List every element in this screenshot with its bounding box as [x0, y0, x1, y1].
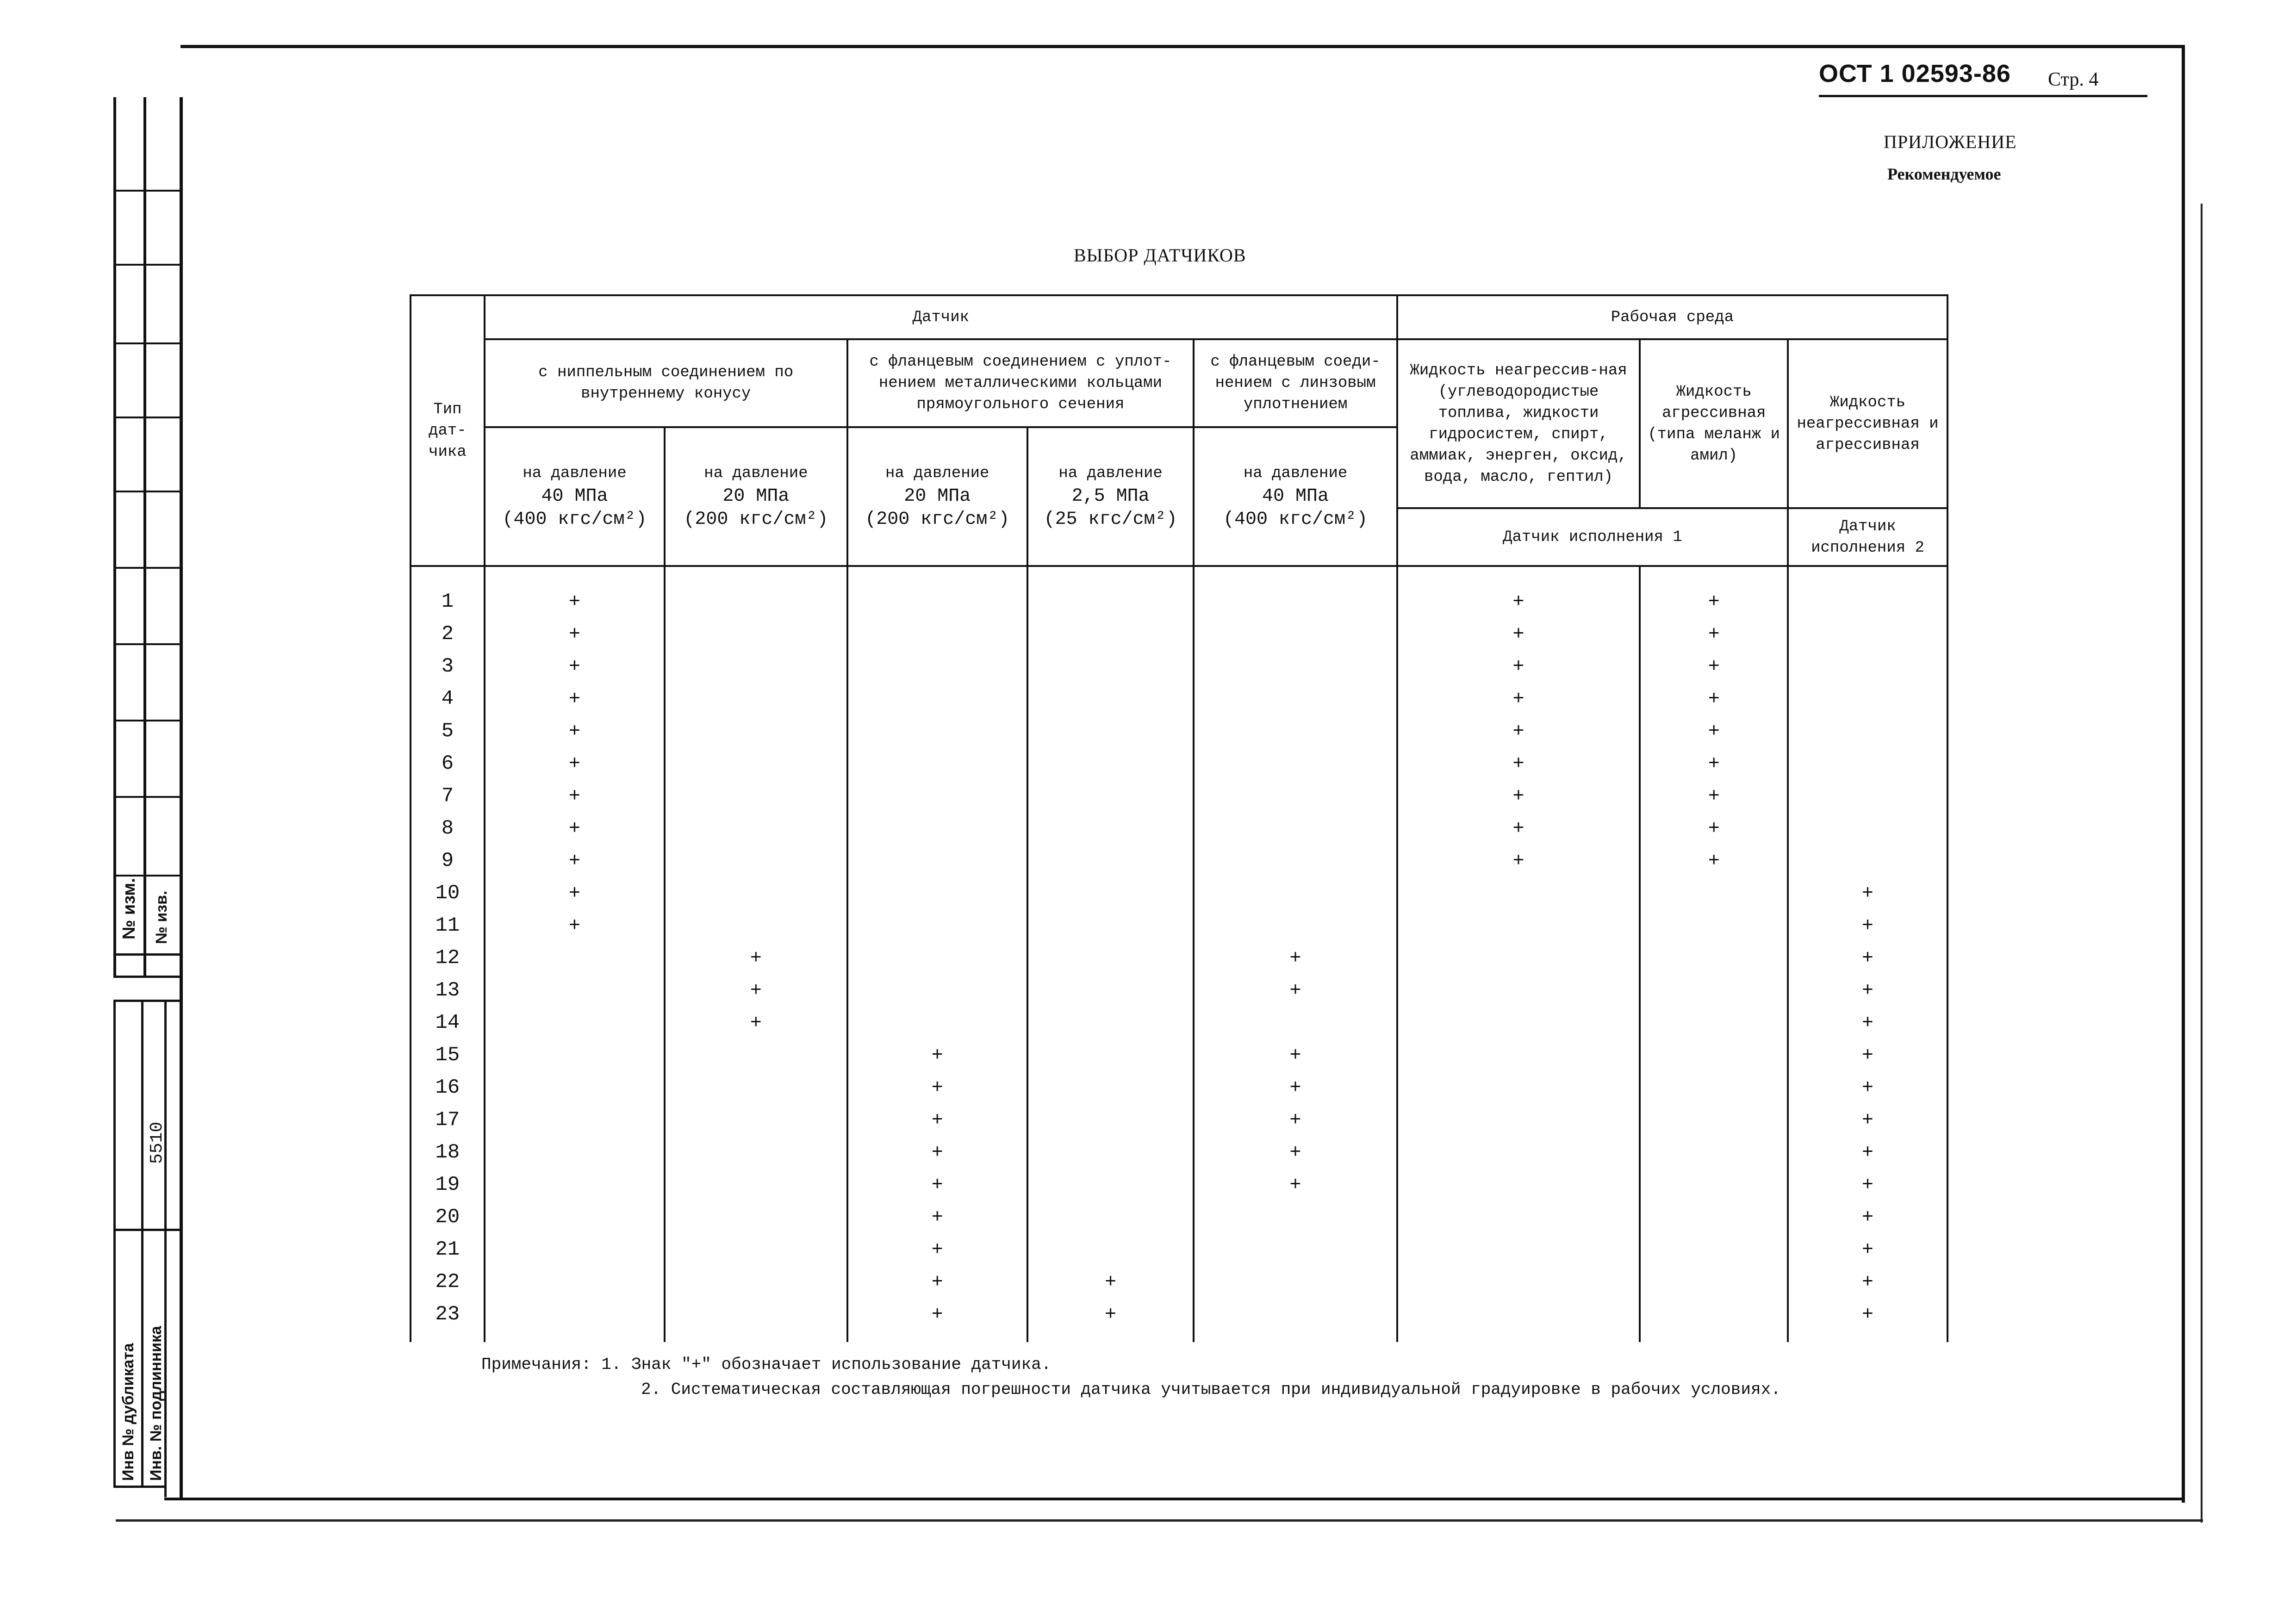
column-medium-non-aggressive	[1397, 566, 1640, 1342]
strip-line	[113, 953, 180, 956]
usage-mark	[1398, 1104, 1639, 1136]
usage-mark	[485, 1039, 664, 1071]
strip-line	[113, 1229, 180, 1231]
pressure-mpa: 40 МПа	[541, 486, 608, 507]
usage-mark	[848, 780, 1027, 812]
header-pressure-40-lens	[1194, 427, 1397, 566]
usage-mark: +	[1861, 979, 1874, 1001]
usage-mark: +	[931, 1174, 943, 1196]
usage-mark	[1028, 1071, 1193, 1104]
usage-mark: +	[931, 1044, 943, 1066]
usage-mark: +	[1512, 623, 1524, 645]
usage-mark: +	[1105, 1303, 1117, 1325]
sensor-number: 10	[435, 882, 460, 905]
usage-mark	[485, 1071, 664, 1104]
usage-mark	[1398, 1007, 1639, 1039]
usage-mark: +	[568, 623, 581, 645]
usage-mark: +	[1708, 591, 1720, 613]
usage-mark: +	[1861, 882, 1874, 904]
usage-mark	[1195, 618, 1396, 650]
pressure-kgf: (25 кгс/см²)	[1044, 509, 1177, 530]
sensor-number: 1	[441, 590, 454, 613]
header-version-2	[1788, 508, 1948, 566]
usage-mark	[848, 942, 1027, 974]
usage-mark: +	[1861, 1109, 1874, 1131]
usage-mark	[1398, 877, 1639, 909]
sensor-number: 14	[435, 1011, 460, 1034]
usage-mark	[1641, 1007, 1787, 1039]
sensor-number: 20	[435, 1206, 460, 1229]
usage-mark: +	[1861, 1141, 1874, 1163]
usage-mark	[1789, 585, 1947, 618]
usage-mark	[666, 618, 846, 650]
usage-mark	[848, 909, 1027, 942]
usage-mark	[666, 812, 846, 845]
usage-mark: +	[1708, 850, 1720, 872]
pressure-kgf: (200 кгс/см²)	[684, 509, 828, 530]
header-version-1: Датчик исполнения 1	[1397, 508, 1788, 566]
usage-mark: +	[931, 1141, 943, 1163]
strip-inv-duplicate: Инв № дубликата	[119, 1343, 137, 1481]
usage-mark	[666, 715, 846, 747]
usage-mark: +	[1861, 1174, 1874, 1196]
usage-mark: +	[1861, 1271, 1874, 1293]
column-medium-aggressive	[1640, 566, 1788, 1342]
usage-mark	[485, 1266, 664, 1298]
strip-inv-number: 5510	[147, 1121, 167, 1164]
document-code: ОСТ 1 02593-86	[1819, 60, 2011, 87]
pressure-prefix: на давление	[1243, 465, 1348, 482]
usage-mark	[1398, 1169, 1639, 1201]
usage-mark	[1789, 618, 1947, 650]
usage-mark: +	[1512, 591, 1524, 613]
strip-line	[113, 97, 116, 976]
usage-mark	[1789, 650, 1947, 683]
strip-line	[116, 567, 180, 569]
usage-mark	[848, 683, 1027, 715]
strip-line	[116, 491, 180, 492]
page-frame-bottom	[164, 1498, 2184, 1500]
usage-mark	[848, 845, 1027, 877]
header-pressure-20-flange	[847, 427, 1027, 566]
pressure-prefix: на давление	[523, 465, 627, 482]
strip-change-no-2: № изв.	[153, 890, 170, 944]
usage-mark	[485, 1201, 664, 1233]
strip-line	[116, 264, 180, 266]
pressure-prefix: на давление	[704, 465, 808, 482]
usage-mark	[1028, 845, 1193, 877]
usage-mark	[1641, 1201, 1787, 1233]
usage-mark	[1195, 812, 1396, 845]
pressure-kgf: (400 кгс/см²)	[1223, 509, 1368, 530]
usage-mark	[1641, 877, 1787, 909]
usage-mark	[1195, 780, 1396, 812]
sensor-number: 2	[441, 622, 454, 646]
usage-mark	[848, 812, 1027, 845]
usage-mark	[1398, 942, 1639, 974]
usage-mark: +	[1289, 1174, 1301, 1196]
usage-mark	[485, 1169, 664, 1201]
pressure-kgf: (400 кгс/см²)	[502, 509, 647, 530]
usage-mark	[666, 1039, 846, 1071]
column-nipple-40	[485, 566, 665, 1342]
sensor-number: 11	[435, 914, 460, 937]
usage-mark: +	[568, 785, 581, 807]
strip-change-no: № изм.	[119, 878, 139, 939]
usage-mark	[1028, 1201, 1193, 1233]
strip-line	[113, 1000, 180, 1002]
usage-mark	[1789, 780, 1947, 812]
usage-mark: +	[750, 1012, 762, 1034]
header-pressure-40-nipple	[485, 427, 665, 566]
note-1: Примечания: 1. Знак "+" обозначает использование датчика.	[481, 1355, 1052, 1374]
usage-mark	[1789, 845, 1947, 877]
usage-mark	[485, 974, 664, 1007]
usage-mark: +	[1512, 688, 1524, 710]
usage-mark	[1028, 1039, 1193, 1071]
strip-line	[113, 1000, 116, 1486]
usage-mark	[848, 650, 1027, 683]
usage-mark: +	[1861, 1044, 1874, 1066]
usage-mark	[666, 845, 846, 877]
pressure-kgf: (200 кгс/см²)	[865, 509, 1010, 530]
usage-mark	[1641, 1266, 1787, 1298]
sensor-number: 23	[435, 1303, 460, 1326]
pressure-mpa: 40 МПа	[1262, 486, 1329, 507]
usage-mark	[848, 585, 1027, 618]
usage-mark: +	[1708, 752, 1720, 775]
sensor-number: 12	[435, 946, 460, 970]
usage-mark: +	[931, 1238, 943, 1261]
usage-mark: +	[1708, 623, 1720, 645]
usage-mark	[1028, 585, 1193, 618]
header-sensor-type	[411, 295, 485, 566]
usage-mark	[1641, 1104, 1787, 1136]
usage-mark	[1398, 1039, 1639, 1071]
header-medium-both-text: Жидкость неагрессивная и агрессивная	[1797, 393, 1939, 454]
usage-mark	[1641, 1298, 1787, 1331]
usage-mark	[1641, 1136, 1787, 1169]
usage-mark	[485, 1233, 664, 1266]
sensor-number: 16	[435, 1076, 460, 1099]
usage-mark	[666, 585, 846, 618]
usage-mark: +	[1512, 752, 1524, 775]
usage-mark: +	[1289, 1044, 1301, 1066]
usage-mark	[1641, 1071, 1787, 1104]
usage-mark: +	[1289, 1076, 1301, 1099]
usage-mark: +	[1708, 688, 1720, 710]
usage-mark: +	[1708, 720, 1720, 742]
usage-mark: +	[568, 688, 581, 710]
usage-mark	[1398, 909, 1639, 942]
usage-mark: +	[750, 947, 762, 969]
strip-inv-original: Инв. № подлинника	[147, 1326, 165, 1481]
usage-mark	[1195, 1266, 1396, 1298]
strip-line	[116, 643, 180, 645]
usage-mark: +	[1861, 1238, 1874, 1261]
header-flange-lens	[1194, 339, 1397, 427]
usage-mark	[485, 1104, 664, 1136]
header-group-sensor: Датчик	[485, 295, 1397, 339]
usage-mark	[848, 747, 1027, 780]
usage-mark	[666, 1201, 846, 1233]
usage-mark: +	[1289, 979, 1301, 1001]
header-medium-non-aggressive-text: Жидкость неагрессив-ная (углеводородистые топлива, жидкости гидросистем, спирт, аммиак, энерген, оксид, вода, масло, гептил)	[1410, 361, 1627, 486]
usage-mark	[666, 909, 846, 942]
strip-line	[116, 875, 180, 877]
strip-line	[116, 342, 180, 344]
usage-mark	[1028, 974, 1193, 1007]
usage-mark	[848, 618, 1027, 650]
usage-mark	[666, 780, 846, 812]
usage-mark	[1195, 1201, 1396, 1233]
strip-line	[180, 97, 183, 1499]
usage-mark	[666, 877, 846, 909]
usage-mark: +	[1708, 655, 1720, 678]
usage-mark: +	[931, 1076, 943, 1099]
usage-mark: +	[568, 720, 581, 742]
header-medium-aggressive	[1640, 339, 1788, 508]
usage-mark: +	[1512, 655, 1524, 678]
column-nipple-20	[665, 566, 847, 1342]
usage-mark: +	[568, 882, 581, 904]
pressure-mpa: 20 МПа	[904, 486, 971, 507]
sensor-number: 22	[435, 1270, 460, 1293]
usage-mark: +	[931, 1271, 943, 1293]
sensor-number: 4	[441, 687, 454, 710]
usage-mark	[1195, 747, 1396, 780]
sensor-number: 13	[435, 979, 460, 1002]
usage-mark	[1028, 683, 1193, 715]
usage-mark	[1641, 909, 1787, 942]
usage-mark	[1398, 1136, 1639, 1169]
usage-mark: +	[931, 1109, 943, 1131]
header-flange-rings-text: с фланцевым соединением с уплот-нением металлическими кольцами прямоугольного сечения	[869, 353, 1172, 413]
usage-mark: +	[931, 1206, 943, 1228]
sensor-number: 3	[441, 655, 454, 678]
usage-mark	[1195, 1007, 1396, 1039]
usage-mark	[666, 1136, 846, 1169]
usage-mark	[1028, 747, 1193, 780]
usage-mark: +	[1512, 785, 1524, 807]
appendix-label: ПРИЛОЖЕНИЕ	[1884, 131, 2017, 152]
usage-mark	[666, 650, 846, 683]
usage-mark	[666, 1266, 846, 1298]
sensor-number: 8	[441, 817, 454, 840]
page-frame-right-outer	[2201, 204, 2203, 1523]
usage-mark	[1028, 877, 1193, 909]
page-frame-bottom-outer	[116, 1519, 2203, 1522]
usage-mark	[1028, 780, 1193, 812]
sensor-number: 18	[435, 1141, 460, 1164]
usage-mark	[1789, 715, 1947, 747]
usage-mark: +	[1861, 947, 1874, 969]
usage-mark: +	[1289, 1109, 1301, 1131]
usage-mark	[485, 1136, 664, 1169]
pressure-prefix: на давление	[885, 465, 989, 482]
usage-mark	[1028, 942, 1193, 974]
column-flange-20	[847, 566, 1027, 1342]
usage-mark	[1398, 1298, 1639, 1331]
header-sensor-type-text: Тип дат-чика	[429, 400, 467, 461]
usage-mark	[1641, 974, 1787, 1007]
column-sensor-number	[411, 566, 485, 1342]
note-2: 2. Систематическая составляющая погрешности датчика учитывается при индивидуальной градуировке в рабочих условиях.	[641, 1380, 1781, 1399]
usage-mark: +	[1708, 817, 1720, 839]
appendix-status: Рекомендуемое	[1887, 165, 2001, 183]
table-title: ВЫБОР ДАТЧИКОВ	[1074, 245, 1246, 266]
sensor-number: 15	[435, 1044, 460, 1067]
usage-mark: +	[568, 591, 581, 613]
usage-mark	[1028, 650, 1193, 683]
sensor-number: 7	[441, 784, 454, 808]
page-frame-right	[2182, 45, 2185, 1503]
usage-mark	[666, 1298, 846, 1331]
usage-mark	[666, 1071, 846, 1104]
usage-mark	[1789, 812, 1947, 845]
strip-line	[116, 417, 180, 418]
page-frame-top	[180, 45, 2184, 48]
usage-mark	[1195, 1298, 1396, 1331]
strip-line	[143, 97, 146, 976]
usage-mark: +	[1512, 850, 1524, 872]
pressure-mpa: 2,5 МПа	[1071, 486, 1150, 507]
column-lens-40	[1194, 566, 1397, 1342]
usage-mark: +	[568, 850, 581, 872]
usage-mark: +	[1861, 914, 1874, 937]
usage-mark	[1789, 747, 1947, 780]
sensor-number: 21	[435, 1238, 460, 1261]
usage-mark: +	[568, 817, 581, 839]
usage-mark: +	[750, 979, 762, 1001]
usage-mark	[1028, 1233, 1193, 1266]
usage-mark	[1641, 1233, 1787, 1266]
sensor-number: 19	[435, 1173, 460, 1196]
usage-mark	[1028, 715, 1193, 747]
column-medium-both	[1788, 566, 1948, 1342]
usage-mark	[1028, 618, 1193, 650]
usage-mark: +	[1861, 1012, 1874, 1034]
usage-mark: +	[568, 914, 581, 937]
header-flange-lens-text: с фланцевым соеди-нением с линзовым уплотнением	[1210, 353, 1381, 413]
usage-mark: +	[1708, 785, 1720, 807]
pressure-prefix: на давление	[1058, 465, 1163, 482]
usage-mark	[666, 1104, 846, 1136]
usage-mark	[666, 1169, 846, 1201]
usage-mark: +	[1861, 1206, 1874, 1228]
strip-line	[116, 796, 180, 798]
strip-line	[116, 190, 180, 192]
header-flange-rings	[847, 339, 1194, 427]
usage-mark	[848, 877, 1027, 909]
usage-mark	[1195, 650, 1396, 683]
usage-mark: +	[1861, 1076, 1874, 1099]
usage-mark	[1028, 812, 1193, 845]
usage-mark	[848, 974, 1027, 1007]
usage-mark	[848, 715, 1027, 747]
usage-mark: +	[1512, 720, 1524, 742]
usage-mark	[666, 1233, 846, 1266]
usage-mark	[485, 942, 664, 974]
strip-line	[113, 1486, 167, 1488]
usage-mark	[1195, 1233, 1396, 1266]
usage-mark	[666, 683, 846, 715]
usage-mark	[1195, 683, 1396, 715]
usage-mark	[1641, 1039, 1787, 1071]
usage-mark	[1195, 877, 1396, 909]
usage-mark	[1028, 909, 1193, 942]
usage-mark	[1398, 1201, 1639, 1233]
usage-mark	[1398, 1266, 1639, 1298]
usage-mark	[1195, 909, 1396, 942]
strip-line	[141, 1000, 143, 1486]
header-version-2-text: Датчик исполнения 2	[1811, 517, 1924, 557]
header-group-medium: Рабочая среда	[1397, 295, 1948, 339]
usage-mark: +	[568, 655, 581, 678]
usage-mark	[1789, 683, 1947, 715]
usage-mark	[1398, 974, 1639, 1007]
usage-mark: +	[568, 752, 581, 775]
sensor-number: 17	[435, 1108, 460, 1132]
usage-mark	[1028, 1104, 1193, 1136]
usage-mark: +	[1512, 817, 1524, 839]
usage-mark: +	[1861, 1303, 1874, 1325]
header-medium-both	[1788, 339, 1948, 508]
code-underline	[1819, 95, 2147, 97]
usage-mark: +	[1289, 947, 1301, 969]
header-nipple-connection	[485, 339, 847, 427]
usage-mark	[1028, 1169, 1193, 1201]
usage-mark	[485, 1007, 664, 1039]
usage-mark	[1028, 1007, 1193, 1039]
usage-mark	[1641, 1169, 1787, 1201]
header-medium-aggressive-text: Жидкость агрессивная (типа меланж и амил)	[1648, 383, 1780, 465]
usage-mark	[1195, 715, 1396, 747]
header-medium-non-aggressive	[1397, 339, 1640, 508]
header-nipple-text: с ниппельным соединением по внутреннему конусу	[538, 364, 794, 403]
strip-line	[116, 720, 180, 721]
usage-mark: +	[1105, 1271, 1117, 1293]
usage-mark	[485, 1298, 664, 1331]
usage-mark	[1195, 585, 1396, 618]
usage-mark	[1195, 845, 1396, 877]
sensor-number: 5	[441, 720, 454, 743]
page-number: Стр. 4	[2048, 69, 2099, 90]
usage-mark	[1028, 1136, 1193, 1169]
sensor-selection-table	[410, 294, 1948, 1342]
sensor-number: 6	[441, 752, 454, 775]
usage-mark	[848, 1007, 1027, 1039]
pressure-mpa: 20 МПа	[722, 486, 790, 507]
header-pressure-20-nipple	[665, 427, 847, 566]
column-flange-2-5	[1027, 566, 1194, 1342]
usage-mark: +	[1289, 1141, 1301, 1163]
usage-mark	[1398, 1233, 1639, 1266]
header-pressure-2-5-flange	[1027, 427, 1194, 566]
usage-mark: +	[931, 1303, 943, 1325]
usage-mark	[666, 747, 846, 780]
table-notes	[481, 1352, 1781, 1402]
sensor-number: 9	[441, 849, 454, 872]
strip-line	[113, 976, 180, 978]
usage-mark	[1641, 942, 1787, 974]
usage-mark	[1398, 1071, 1639, 1104]
